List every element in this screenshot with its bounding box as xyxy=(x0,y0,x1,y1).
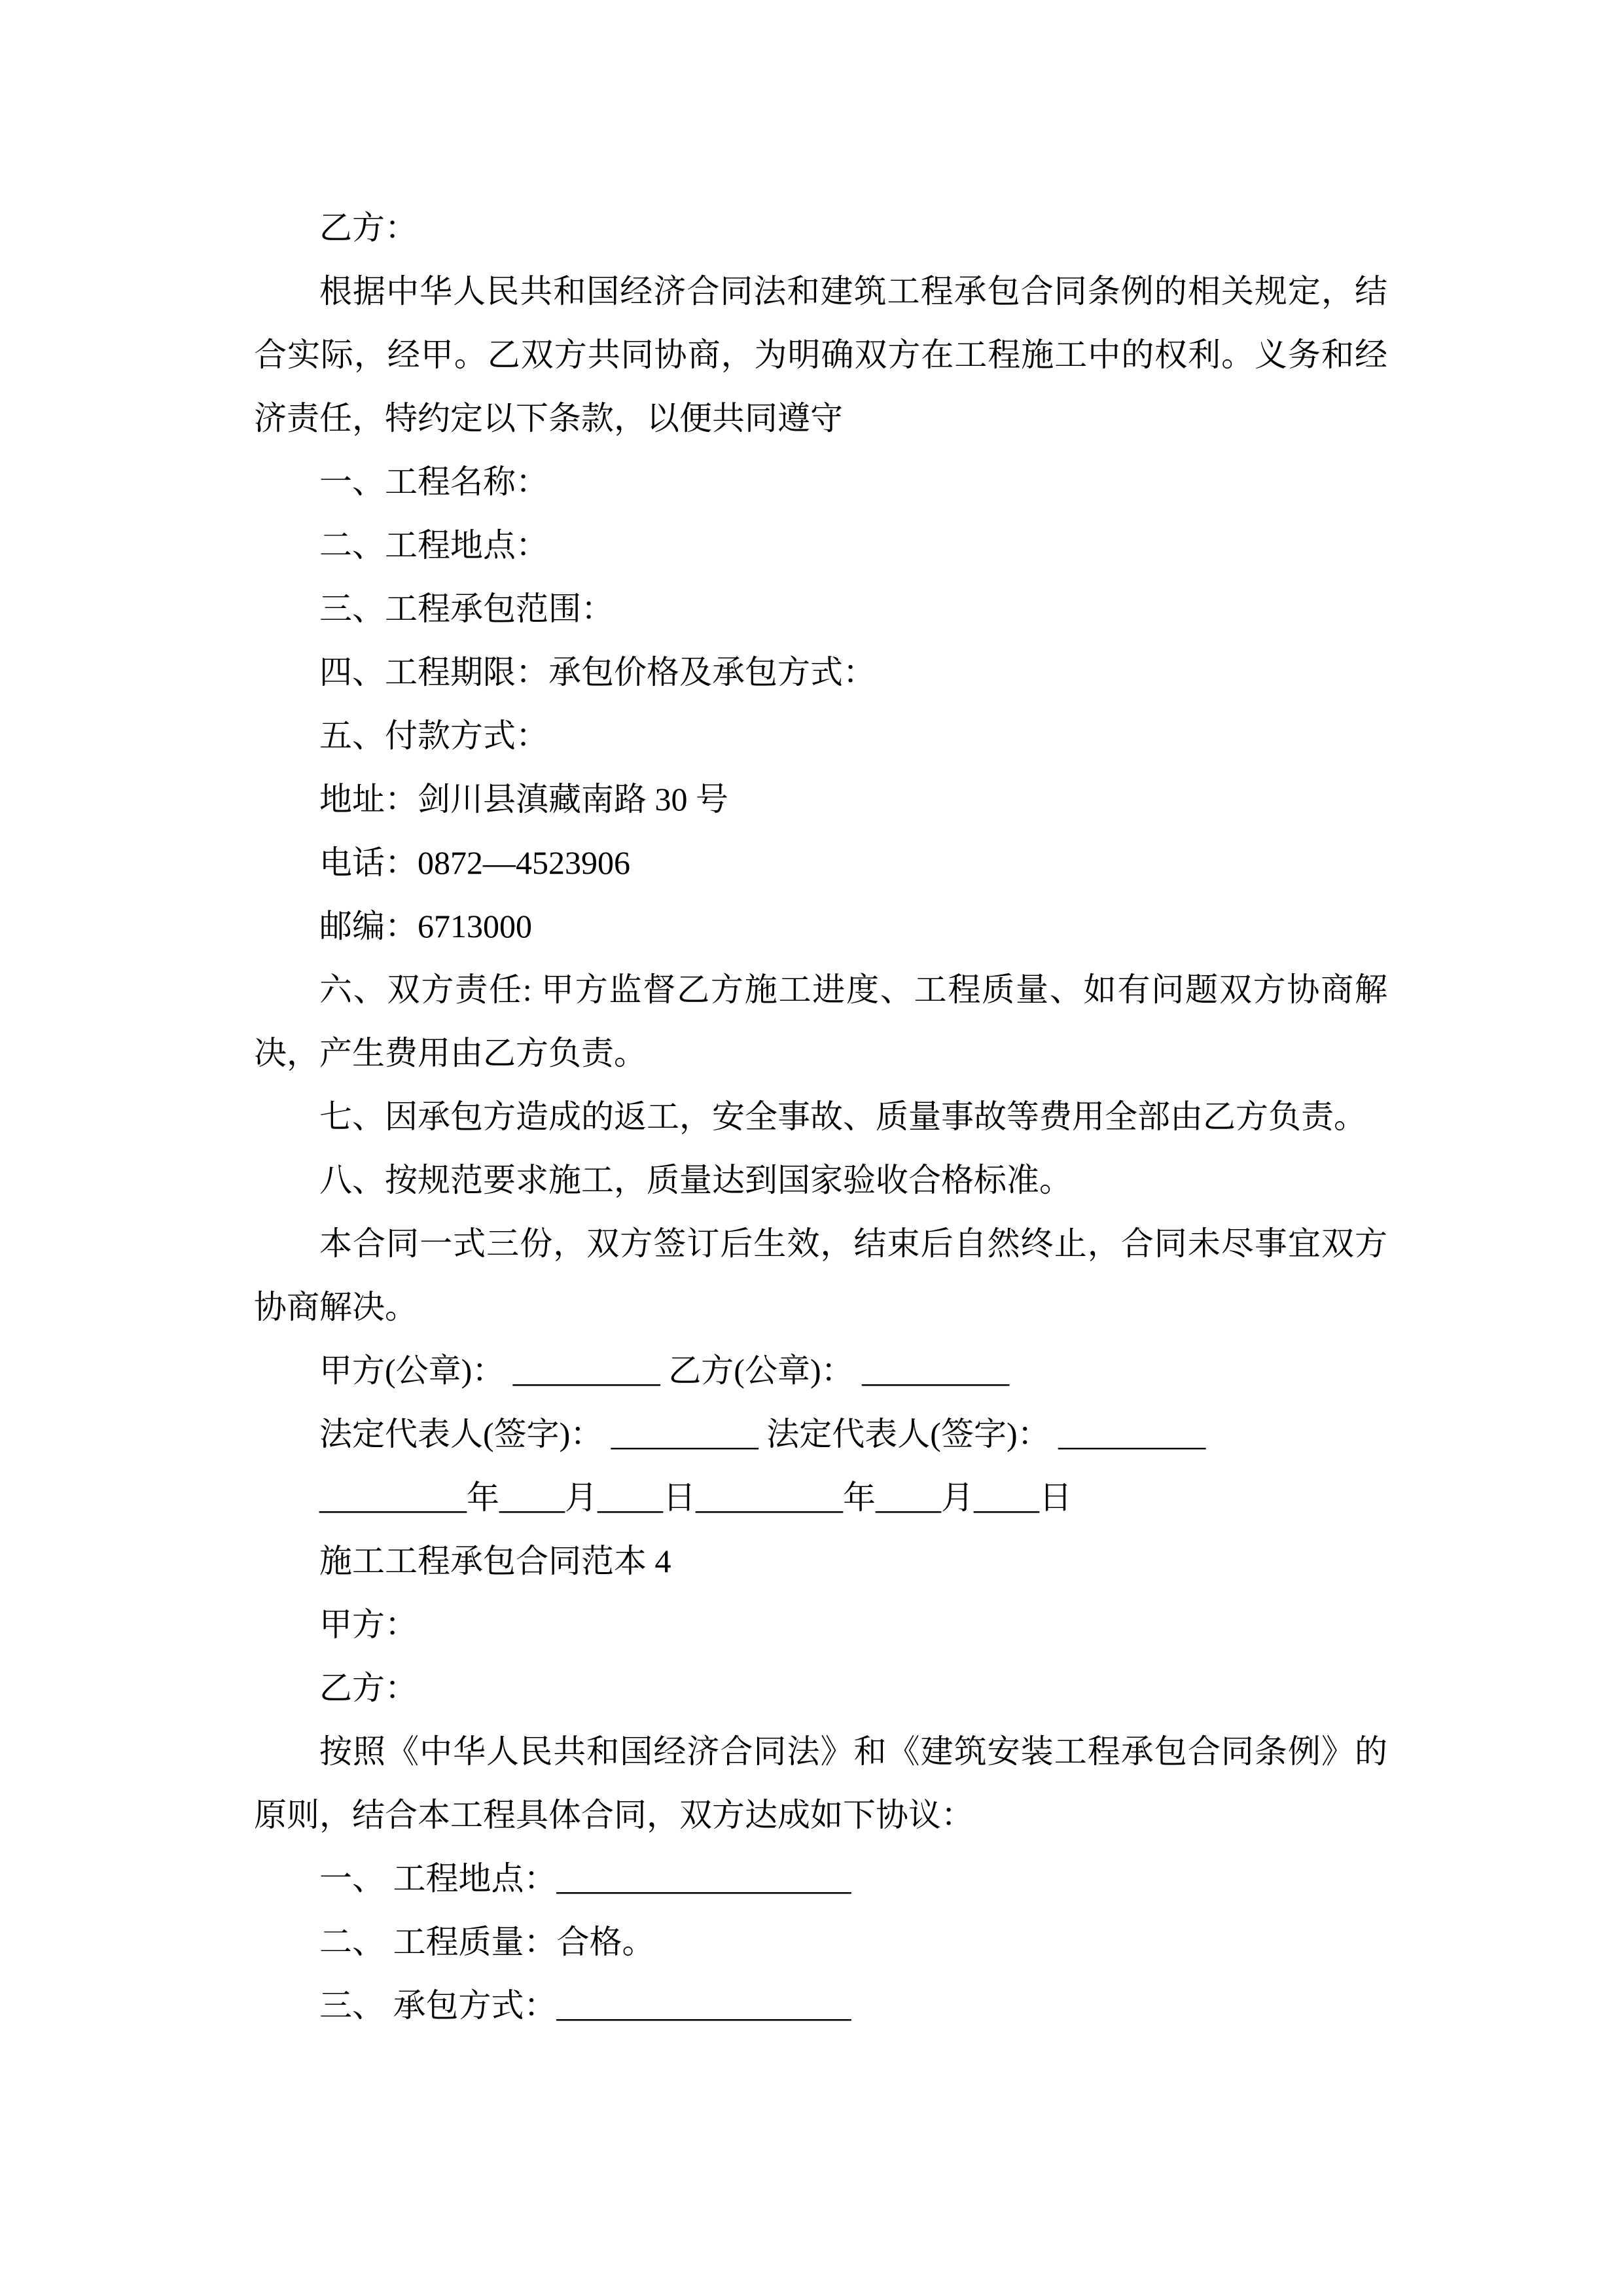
paragraph: 电话：0872—4523906 xyxy=(319,844,630,881)
paragraph: 三、 承包方式：__________________ xyxy=(319,1987,851,2024)
paragraph: 甲方(公章)： _________ 乙方(公章)： _________ xyxy=(319,1352,1010,1389)
paragraph: 一、工程名称： xyxy=(319,463,548,500)
paragraph: 法定代表人(签字)： _________ 法定代表人(签字)： _________ xyxy=(319,1416,1206,1452)
paragraph: 本合同一式三份，双方签订后生效，结束后自然终止，合同未尽事宜双方协商解决。 xyxy=(254,1225,1387,1325)
paragraph: 根据中华人民共和国经济合同法和建筑工程承包合同条例的相关规定，结合实际，经甲。乙双方共同协商，为明确双方在工程施工中的权利。义务和经济责任，特约定以下条款，以便共同遵守 xyxy=(254,273,1387,437)
paragraph: _________年____月____日_________年____月____日 xyxy=(319,1479,1072,1516)
paragraph: 乙方： xyxy=(319,1670,418,1706)
paragraph: 七、因承包方造成的返工，安全事故、质量事故等费用全部由乙方负责。 xyxy=(319,1098,1366,1135)
paragraph: 乙方： xyxy=(319,209,418,246)
paragraph: 五、付款方式： xyxy=(319,717,548,754)
paragraph: 三、工程承包范围： xyxy=(319,590,614,627)
paragraph: 八、按规范要求施工，质量达到国家验收合格标准。 xyxy=(319,1162,1072,1198)
paragraph: 二、工程地点： xyxy=(319,527,548,564)
paragraph: 一、 工程地点：__________________ xyxy=(319,1860,851,1897)
paragraph: 六、双方责任: 甲方监督乙方施工进度、工程质量、如有问题双方协商解决，产生费用由乙方负责。 xyxy=(254,971,1387,1071)
paragraph: 二、 工程质量：合格。 xyxy=(319,1924,655,1960)
document-content xyxy=(254,196,1387,2037)
paragraph: 按照《中华人民共和国经济合同法》和《建筑安装工程承包合同条例》的原则，结合本工程具体合同，双方达成如下协议： xyxy=(254,1733,1387,1833)
paragraph: 地址：剑川县滇藏南路 30 号 xyxy=(319,781,728,817)
paragraph: 甲方： xyxy=(319,1606,418,1643)
paragraph: 施工工程承包合同范本 4 xyxy=(319,1543,671,1579)
paragraph: 四、工程期限：承包价格及承包方式： xyxy=(319,654,876,691)
paragraph: 邮编：6713000 xyxy=(319,908,532,944)
